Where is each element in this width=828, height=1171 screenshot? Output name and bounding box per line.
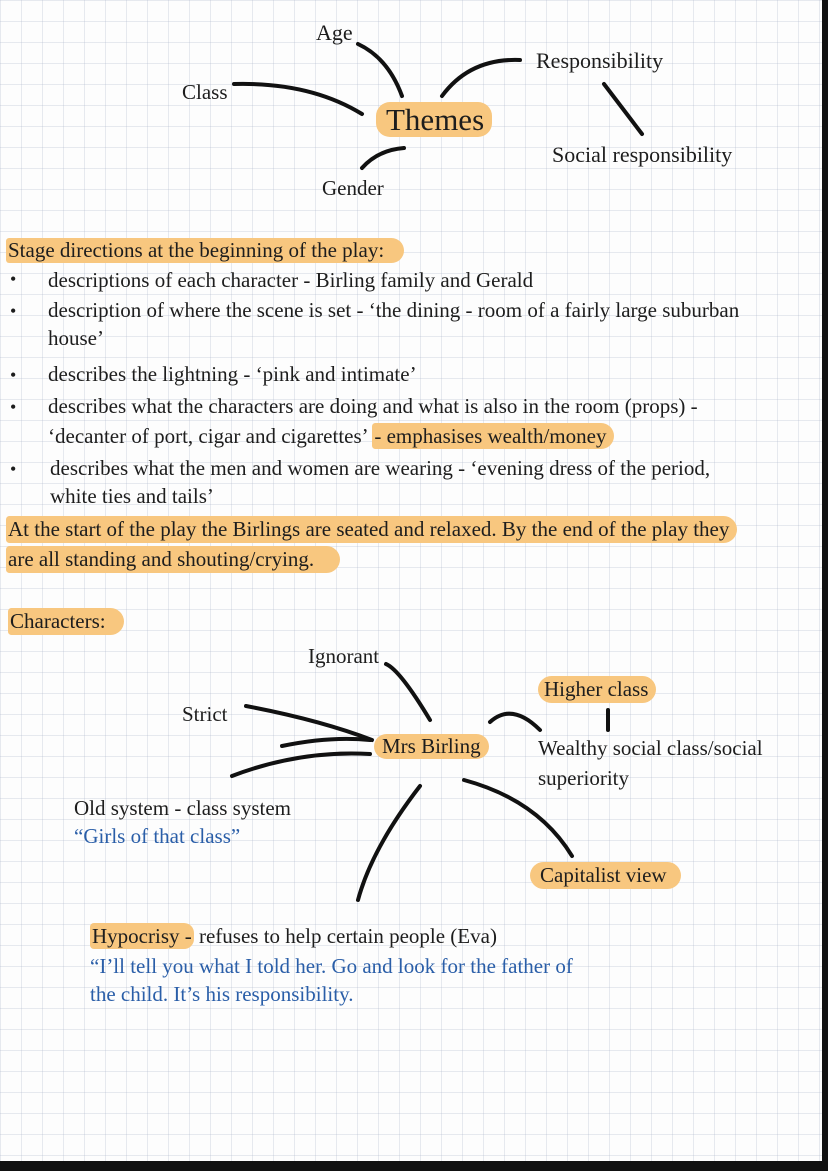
bullet-dot: • [10, 365, 17, 385]
hypocrisy-quote-line1: “I’ll tell you what I told her. Go and look for the father of [90, 954, 573, 978]
char-higher-class: Higher class [538, 676, 656, 703]
bullet-dot: • [10, 269, 17, 289]
line-strict [246, 706, 372, 740]
char-capitalist-view: Capitalist view [530, 862, 681, 889]
characters-heading: Characters: [8, 608, 124, 635]
stage-item-5-line1: describes what the men and women are wearing - ‘evening dress of the period, [50, 456, 711, 480]
theme-age: Age [316, 20, 353, 45]
stage-directions-heading: Stage directions at the beginning of the play: [6, 238, 404, 263]
line-gender [362, 148, 404, 168]
line-strict-2 [282, 739, 370, 746]
bullet-dot: • [10, 459, 17, 479]
stage-item-2-line1: description of where the scene is set - ‘the dining - room of a fairly large suburban [48, 298, 740, 322]
stage-item-5-line2: white ties and tails’ [50, 484, 214, 508]
char-ignorant: Ignorant [308, 644, 380, 668]
line-class [234, 84, 362, 114]
bullet-dot: • [10, 301, 17, 321]
stage-item-4-line2 [48, 426, 614, 447]
stage-item-1: descriptions of each character - Birling family and Gerald [48, 268, 534, 292]
theme-gender: Gender [322, 176, 384, 200]
bullet-dot: • [10, 397, 17, 417]
hypocrisy-text: refuses to help certain people (Eva) [198, 924, 497, 948]
line-higher-class [490, 714, 540, 730]
stage-item-3: describes the lightning - ‘pink and intimate’ [48, 362, 417, 386]
char-wealthy-line1: Wealthy social class/social [538, 736, 763, 760]
line-age [358, 44, 402, 96]
char-old-system-quote: “Girls of that class” [74, 824, 241, 848]
line-hypocrisy [358, 786, 420, 900]
char-wealthy-line2: superiority [538, 766, 629, 790]
char-strict: Strict [182, 702, 228, 726]
char-center-mrs-birling: Mrs Birling [374, 734, 489, 759]
line-responsibility [442, 60, 520, 96]
scan-edge-bottom [0, 1161, 828, 1171]
char-old-system: Old system - class system [74, 796, 291, 820]
theme-class: Class [182, 80, 228, 104]
line-ignorant [386, 664, 430, 720]
summary-line-1: At the start of the play the Birlings are seated and relaxed. By the end of the play they [6, 516, 737, 543]
theme-responsibility: Responsibility [536, 48, 664, 73]
props-quote: ‘decanter of port, cigar and cigarettes’ [48, 424, 368, 448]
stage-item-4-line1: describes what the characters are doing and what is also in the room (props) - [48, 394, 698, 418]
line-responsibility-social [604, 84, 642, 134]
hypocrisy-label: Hypocrisy - [92, 924, 192, 948]
summary-line-2: are all standing and shouting/crying. [6, 546, 340, 573]
hypocrisy-quote-line2: the child. It’s his responsibility. [90, 982, 354, 1006]
char-hypocrisy [90, 926, 497, 947]
scan-edge-right [822, 0, 828, 1171]
line-old-system [232, 753, 370, 776]
themes-center: Themes [376, 102, 492, 137]
line-capitalist [464, 780, 572, 856]
wealth-highlight: - emphasises wealth/money [372, 423, 614, 449]
theme-social-responsibility: Social responsibility [552, 142, 733, 167]
stage-item-2-line2: house’ [48, 326, 104, 350]
